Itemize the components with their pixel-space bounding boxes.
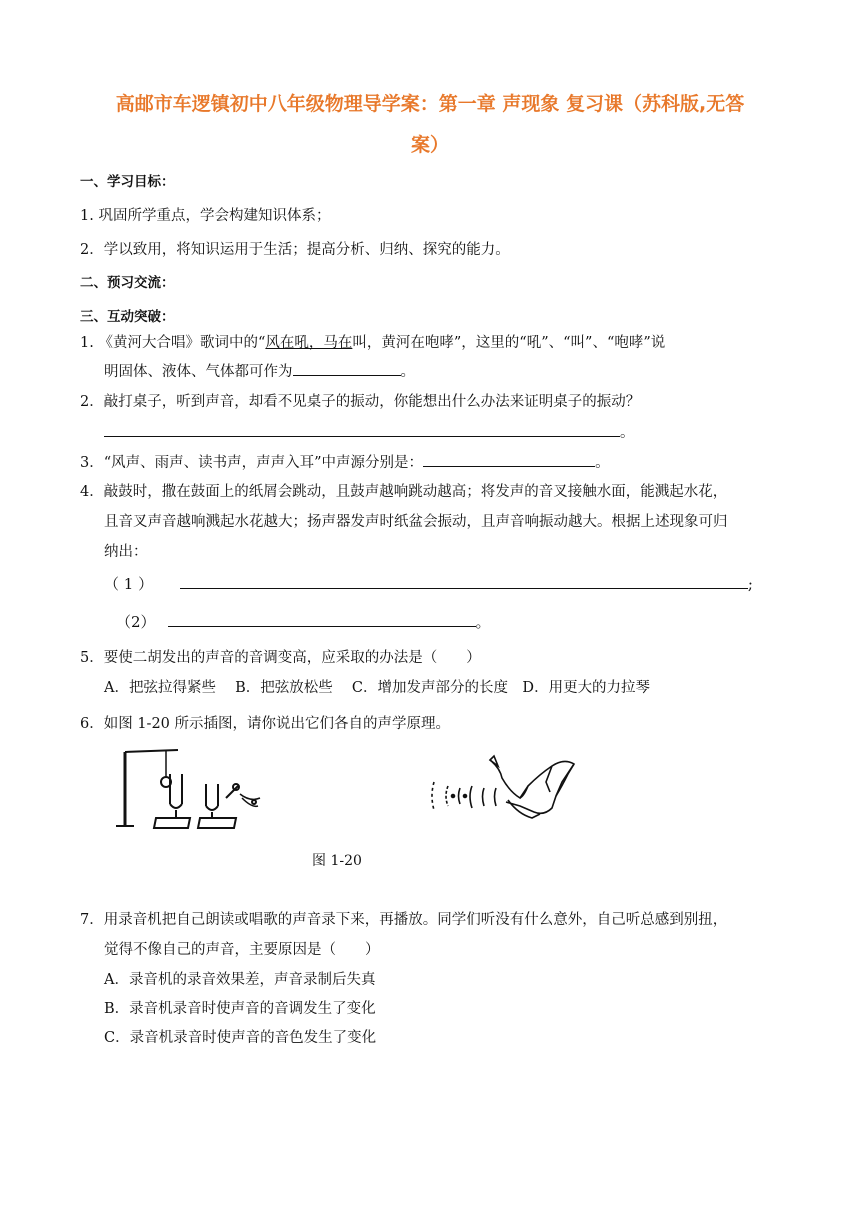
page-title: [80, 84, 780, 166]
question-4-line-3: 纳出：: [104, 544, 148, 560]
question-6-text: 6．如图 1-20 所示插图，请你说出它们各自的声学原理。: [80, 716, 451, 732]
question-4-item-2: [116, 612, 491, 632]
question-4-item-1: [104, 574, 753, 594]
question-4-line-1: 4．敲鼓时，撒在鼓面上的纸屑会跳动，且鼓声越响跳动越高；将发声的音叉接触水面，能溅起水花，: [80, 484, 728, 500]
bat-echolocation-figure: [428, 752, 598, 848]
section-heading-preview: 二、预习交流：: [80, 275, 175, 291]
answer-blank[interactable]: [293, 361, 401, 376]
item-2-label: （2）: [116, 613, 156, 631]
item-1-end: ;: [747, 575, 753, 593]
figure-caption: 图 1-20: [312, 853, 362, 869]
question-1-line-1: [80, 333, 665, 353]
section-heading-interaction: 三、互动突破：: [80, 309, 175, 325]
title-line-2: 案）: [410, 134, 449, 156]
question-2-text: 2．敲打桌子，听到声音，却看不见桌子的振动，你能想出什么办法来证明桌子的振动？: [80, 394, 641, 410]
section-heading-goals: 一、学习目标：: [80, 174, 175, 190]
answer-blank[interactable]: [104, 422, 620, 437]
question-1-prompt: 明固体、液体、气体都可作为: [104, 364, 293, 380]
question-1-number: 1.: [80, 335, 94, 351]
question-2-period: 。: [620, 425, 635, 441]
tuning-fork-figure: [112, 744, 272, 836]
question-7-option-a: A．录音机的录音效果差，声音录制后失真: [104, 972, 376, 988]
question-3-text: 3．“风声、雨声、读书声，声声入耳”中声源分别是：: [80, 455, 424, 471]
question-1-text-a: 《黄河大合唱》歌词中的“: [98, 335, 266, 351]
question-1-text-b: 叫，黄河在咆哮”，这里的“吼”、“叫”、“咆哮”说: [352, 335, 666, 351]
title-line-1: 高邮市车逻镇初中八年级物理导学案：第一章 声现象 复习课（苏科版,无答: [115, 93, 745, 115]
question-3: [80, 452, 610, 473]
question-1-period: 。: [400, 364, 415, 380]
question-5-options: A．把弦拉得紧些 B．把弦放松些 C．增加发声部分的长度 D．用更大的力拉琴: [104, 680, 651, 696]
answer-blank[interactable]: [180, 574, 748, 589]
item-1-label: （ 1 ）: [104, 575, 154, 593]
answer-blank[interactable]: [423, 452, 595, 467]
answer-blank[interactable]: [168, 612, 476, 627]
question-7-option-b: B．录音机录音时使声音的音调发生了变化: [104, 1001, 376, 1017]
question-4-line-2: 且音叉声音越响溅起水花越大；扬声器发声时纸盆会振动，且声音响振动越大。根据上述现象可归: [104, 514, 728, 530]
item-2-end: 。: [475, 613, 491, 631]
goal-item-1: 1. 巩固所学重点，学会构建知识体系；: [80, 208, 331, 224]
question-1-line-2: [104, 361, 415, 382]
question-7-option-c: C．录音机录音时使声音的音色发生了变化: [104, 1030, 377, 1046]
question-5-text: 5．要使二胡发出的声音的音调变高，应采取的办法是（ ）: [80, 650, 481, 666]
question-1-underlined-lyrics: 风在吼，马在: [265, 335, 353, 351]
question-7-line-2: 觉得不像自己的声音，主要原因是（ ）: [104, 942, 380, 958]
question-7-line-1: 7．用录音机把自己朗读或唱歌的声音录下来，再播放。同学们听没有什么意外，自己听总感到别扭，: [80, 912, 728, 928]
question-3-period: 。: [595, 455, 610, 471]
question-2-answer-line: [104, 422, 635, 443]
goal-item-2: 2．学以致用，将知识运用于生活；提高分析、归纳、探究的能力。: [80, 242, 510, 258]
